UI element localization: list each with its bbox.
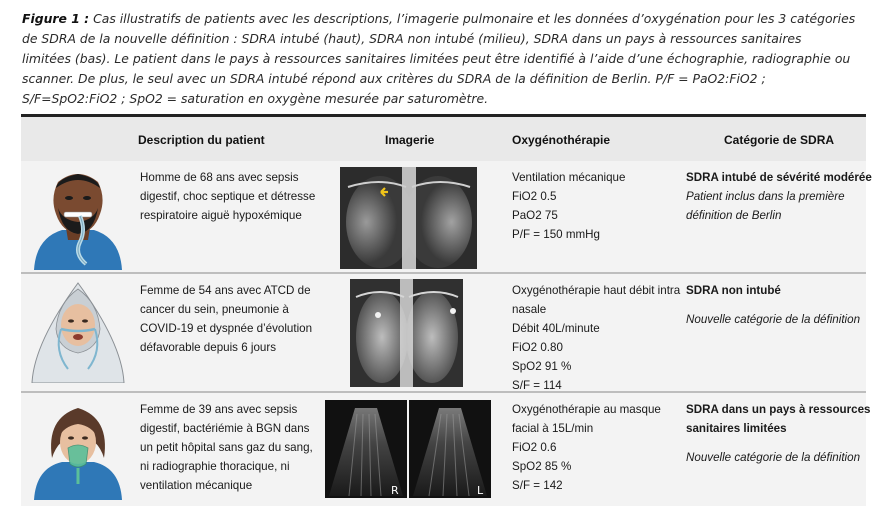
patient-avatar-woman-oxygen-mask (28, 398, 128, 500)
caption-line: S/F=SpO2:FiO2 ; SpO2 = saturation en oxygène mesurée par saturomètre. (22, 91, 489, 106)
sdra-category: SDRA non intubé Nouvelle catégorie de la définition (686, 284, 861, 326)
patient-description: Homme de 68 ans avec sepsis digestif, choc septique et détresse respiratoire aiguë hypoxémique (140, 171, 316, 222)
oxygen-therapy: Oxygénothérapie au masque facial à 15L/min FiO2 0.6 SpO2 85 % S/F = 142 (512, 403, 661, 492)
header-description: Description du patient (138, 133, 265, 147)
caption-line: de SDRA de la nouvelle définition : SDRA intubé (haut), SDRA non intubé (milieu), SDRA dans un pays à ressources sanitaires (22, 31, 802, 46)
sdra-category: SDRA intubé de sévérité modérée Patient inclus dans la première définition de Berlin (686, 171, 872, 222)
sdra-category: SDRA dans un pays à ressources sanitaires limitées Nouvelle catégorie de la définition (686, 403, 871, 464)
caption-line: scanner. De plus, le seul avec un SDRA intubé répond aux critères du SDRA de la définition de Berlin. P/F = PaO2:FiO2 ; (22, 71, 766, 86)
patient-description: Femme de 54 ans avec ATCD de cancer du sein, pneumonie à COVID-19 et dyspnée d’évolution défavorable depuis 6 jours (140, 284, 313, 354)
caption-line: Figure 1 : Cas illustratifs de patients avec les descriptions, l’imagerie pulmonaire et les données d’oxygénation pour les 3 catégories (22, 11, 856, 26)
lung-ultrasound-right (325, 400, 407, 498)
chest-xray-image (350, 279, 463, 387)
patient-avatar-woman-hijab-cannula (28, 279, 128, 383)
lung-ultrasound-left (409, 400, 491, 498)
header-imaging: Imagerie (385, 133, 435, 147)
oxygen-therapy: Ventilation mécanique FiO2 0.5 PaO2 75 P/F = 150 mmHg (512, 171, 626, 241)
header-category: Catégorie de SDRA (724, 133, 835, 147)
ultrasound-label-right: R (391, 484, 399, 497)
chest-xray-image (340, 167, 477, 269)
ultrasound-label-left: L (477, 484, 484, 497)
patient-description: Femme de 39 ans avec sepsis digestif, bactériémie à BGN dans un petit hôpital sans gaz du sang, ni radiographie thoracique, ni ventilation mécanique (140, 403, 313, 492)
caption-label: Figure 1 : (22, 11, 90, 26)
header-oxygen: Oxygénothérapie (512, 133, 611, 147)
oxygen-therapy: Oxygénothérapie haut débit intra nasale Débit 40L/minute FiO2 0.80 SpO2 91 % S/F = 114 (512, 284, 681, 392)
table-header (21, 117, 866, 161)
patient-avatar-man-intubated (28, 168, 128, 270)
caption-line: limitées (bas). Le patient dans le pays à ressources sanitaires limitées peut être identifié à l’aide d’une échographie, radiographie ou (22, 51, 851, 66)
figure-caption (22, 9, 867, 109)
